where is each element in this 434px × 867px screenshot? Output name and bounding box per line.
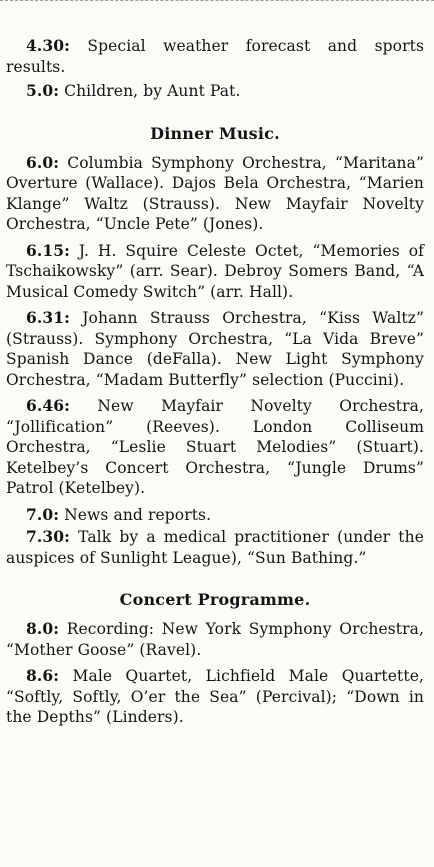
entry-time: 6.0: (26, 152, 60, 172)
entry-time: 4.30: (26, 36, 70, 55)
programme-entry (6, 153, 424, 235)
entry-text: J. H. Squire Celeste Octet, “Memories of Tschaikowsky” (arr. Sear). Debroy Somers Band, “A Musical Comedy Switch” (arr. Hall). (6, 241, 424, 301)
entry-text: Columbia Symphony Orchestra, “Maritana” Overture (Wallace). Dajos Bela Orchestra, “Marien Klange” Waltz (Strauss). New Mayfair Novelty Orchestra, “Uncle Pete” (Jones). (6, 153, 424, 233)
entry-time: 8.6: (26, 666, 60, 685)
top-divider (0, 0, 434, 1)
entry-time: 7.30: (26, 527, 70, 546)
programme-entry (6, 81, 424, 102)
section-heading-dinner-music: Dinner Music. (150, 123, 280, 143)
programme-entry (6, 666, 424, 728)
radio-programme-column (6, 36, 424, 734)
entry-text: Children, by Aunt Pat. (59, 82, 241, 100)
programme-entry (6, 36, 424, 77)
programme-entry (6, 396, 424, 499)
programme-entry (6, 619, 424, 660)
entry-time: 6.15: (26, 240, 70, 260)
programme-entry (6, 241, 424, 303)
programme-entry (6, 308, 424, 390)
entry-text: Talk by a medical practitioner (under the auspices of Sunlight League), “Sun Bathing.” (6, 528, 424, 567)
entry-text: Male Quartet, Lichfield Male Quartette, “Softly, Softly, O’er the Sea” (Percival); “Down in the Depths” (Linders). (6, 667, 424, 726)
programme-entry (6, 505, 424, 526)
section-heading-concert-programme: Concert Programme. (119, 590, 311, 609)
entry-time: 6.31: (26, 308, 70, 327)
entry-text: Johann Strauss Orchestra, “Kiss Waltz” (Strauss). Symphony Orchestra, “La Vida Breve” Spanish Dance (deFalla). New Light Symphony Orchestra, “Madam Butterfly” selection (Puccini). (6, 309, 424, 389)
entry-text: News and reports. (59, 505, 212, 524)
entry-text: Special weather forecast and sports results. (6, 37, 424, 76)
programme-entry (6, 527, 424, 568)
entry-time: 6.46: (26, 396, 70, 415)
entry-time: 8.0: (26, 619, 60, 638)
entry-text: Recording: New York Symphony Orchestra, “Mother Goose” (Ravel). (6, 620, 424, 659)
entry-time: 5.0: (26, 81, 60, 100)
entry-time: 7.0: (26, 504, 60, 524)
entry-text: New Mayfair Novelty Orchestra, “Jollification” (Reeves). London Colliseum Orchestra, “Leslie Stuart Melodies” (Stuart). Ketelbey’s Concert Orchestra, “Jungle Drums” Patrol (Ketelbey). (6, 397, 424, 497)
